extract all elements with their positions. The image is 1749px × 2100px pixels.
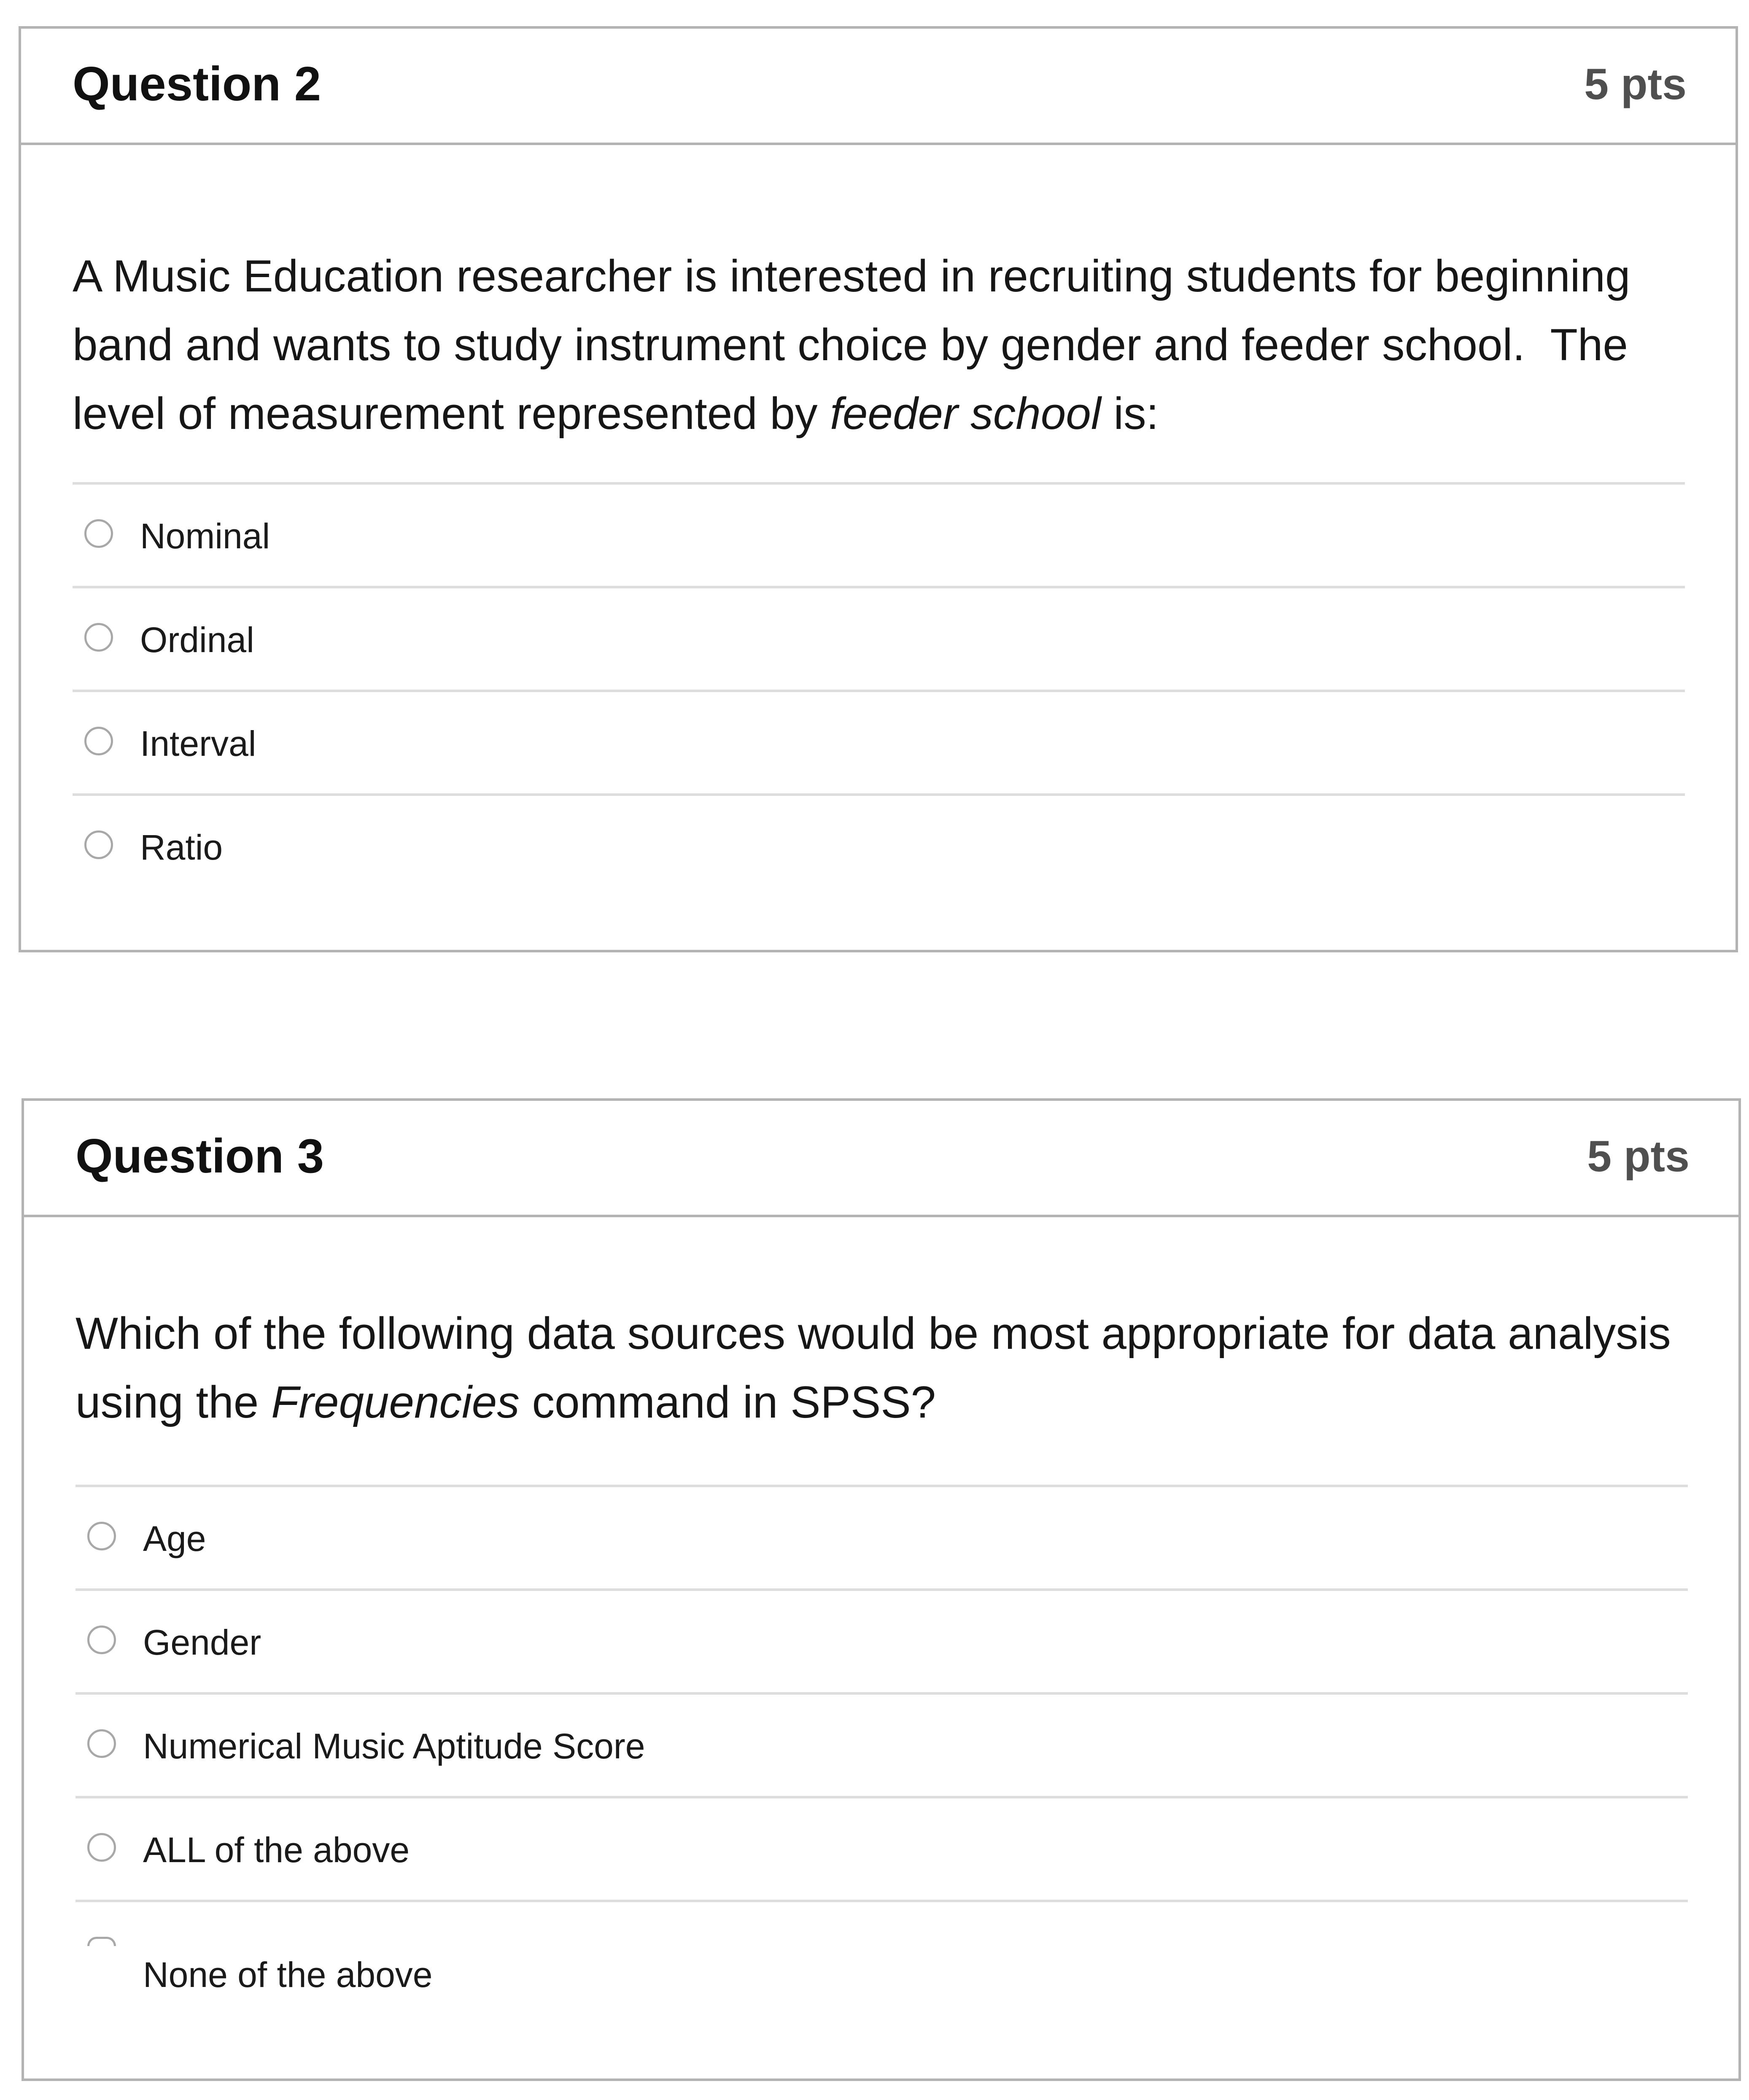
question-header [21, 29, 1736, 145]
question-points: 5 pts [1587, 1132, 1690, 1181]
radio-button-icon[interactable] [84, 623, 113, 652]
answer-label[interactable]: Gender [143, 1623, 261, 1662]
radio-button-icon[interactable] [87, 1522, 116, 1550]
radio-button-icon[interactable] [87, 1937, 116, 1946]
answer-option-age[interactable] [75, 1487, 1688, 1591]
answer-option-gender[interactable] [75, 1591, 1688, 1695]
question-text-before: Which of the following data sources would be most appropriate for data analysis using the [75, 1308, 1671, 1427]
question-title: Question 2 [73, 57, 321, 111]
answer-list [73, 482, 1685, 897]
answer-list [75, 1485, 1688, 2003]
question-text [75, 1299, 1688, 1437]
answer-option-interval[interactable] [73, 692, 1685, 796]
question-text-emphasis: feeder school [830, 388, 1101, 439]
question-text [73, 242, 1685, 448]
radio-button-icon[interactable] [87, 1833, 116, 1862]
question-text-before: A Music Education researcher is interested in recruiting students for beginning band and wants to study instrument choice by gender and feeder school. The level of measurement represented by [73, 251, 1630, 439]
question-title: Question 3 [75, 1130, 324, 1183]
radio-button-icon[interactable] [87, 1729, 116, 1758]
radio-button-icon[interactable] [87, 1626, 116, 1654]
answer-option-all-of-the-above[interactable] [75, 1798, 1688, 1902]
question-text-emphasis: Frequencies [271, 1377, 520, 1427]
answer-label[interactable]: Ordinal [140, 620, 254, 660]
answer-label[interactable]: Nominal [140, 516, 270, 556]
answer-label[interactable]: None of the above [143, 1955, 433, 1995]
answer-option-ordinal[interactable] [73, 588, 1685, 692]
question-header [24, 1101, 1738, 1217]
answer-label[interactable]: Ratio [140, 828, 223, 867]
answer-label[interactable]: Numerical Music Aptitude Score [143, 1726, 645, 1766]
answer-option-nominal[interactable] [73, 485, 1685, 588]
answer-label[interactable]: ALL of the above [143, 1830, 410, 1870]
question-points: 5 pts [1584, 60, 1687, 109]
answer-label[interactable]: Age [143, 1519, 206, 1558]
answer-option-numerical-music-aptitude-score[interactable] [75, 1695, 1688, 1798]
radio-button-icon[interactable] [84, 830, 113, 859]
question-text-after: command in SPSS? [519, 1377, 936, 1427]
radio-button-icon[interactable] [84, 727, 113, 755]
answer-option-none-of-the-above[interactable] [75, 1902, 1688, 2003]
question-card-3 [22, 1098, 1741, 2081]
radio-button-icon[interactable] [84, 519, 113, 548]
question-card-2 [19, 26, 1738, 952]
question-text-after: is: [1101, 388, 1159, 439]
answer-option-ratio[interactable] [73, 796, 1685, 897]
answer-label[interactable]: Interval [140, 724, 256, 763]
